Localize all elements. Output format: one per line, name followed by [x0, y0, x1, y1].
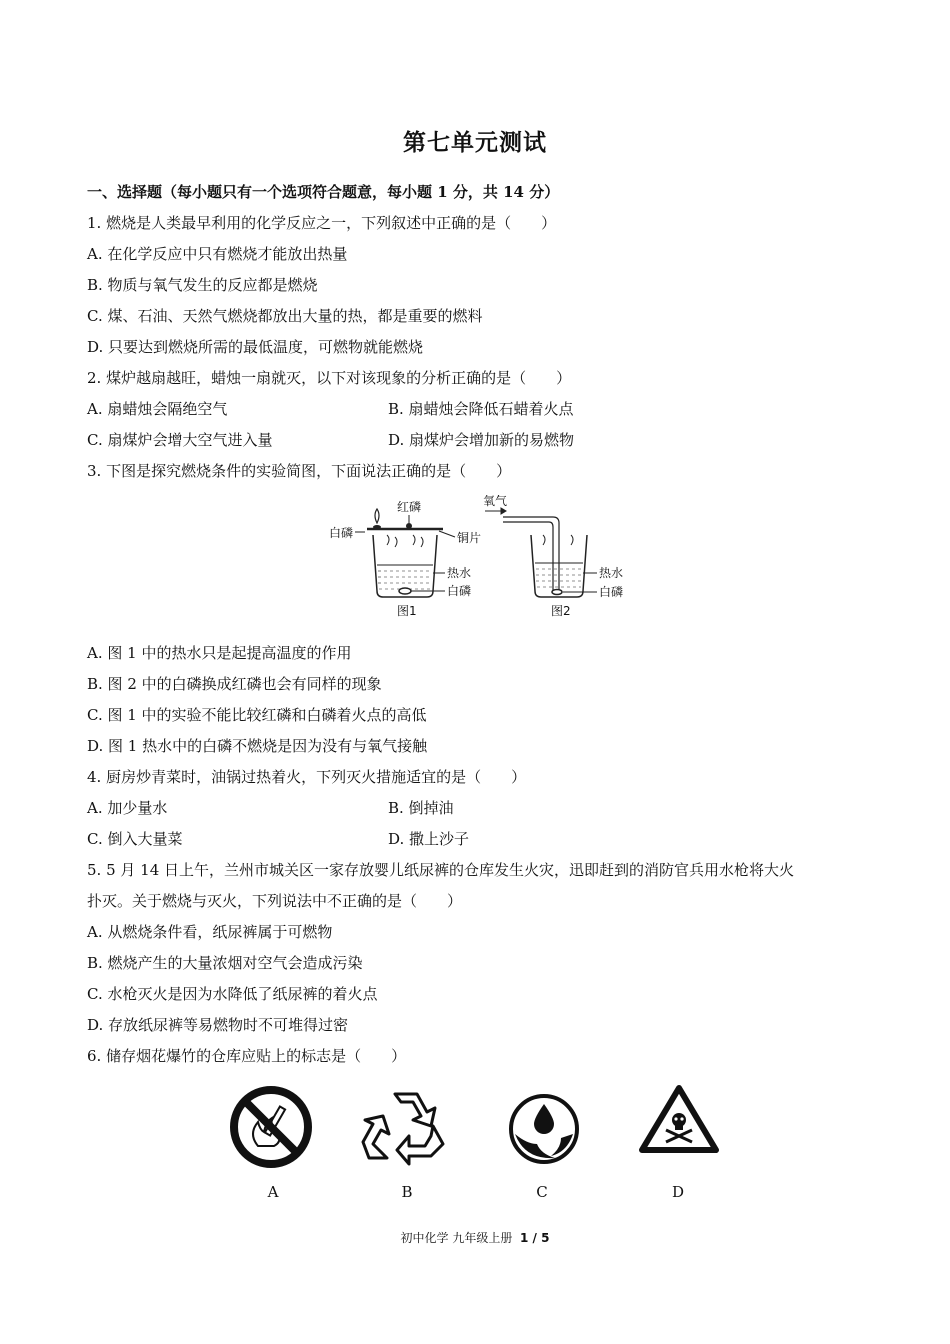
q2-option-c: C. 扇煤炉会增大空气进入量	[87, 431, 273, 449]
q3-option-d: D. 图 1 热水中的白磷不燃烧是因为没有与氧气接触	[87, 737, 428, 755]
page-number: 1 / 5	[520, 1231, 550, 1245]
q2-option-d: D. 扇煤炉会增加新的易燃物	[388, 431, 575, 449]
footer-text: 初中化学 九年级上册	[400, 1231, 513, 1245]
page-title: 第七单元测试	[403, 129, 547, 156]
label-white-phosphorus-bottom: 白磷	[447, 584, 472, 598]
q3-stem: 3. 下图是探究燃烧条件的实验简图，下面说法正确的是（ ）	[87, 462, 512, 480]
label-hot-water-2: 热水	[599, 566, 624, 580]
sign-label-b: B	[401, 1183, 413, 1201]
q1-option-d: D. 只要达到燃烧所需的最低温度，可燃物就能燃烧	[87, 338, 424, 356]
q6-stem: 6. 储存烟花爆竹的仓库应贴上的标志是（ ）	[87, 1047, 407, 1065]
q5-option-c: C. 水枪灭火是因为水降低了纸尿裤的着火点	[87, 985, 378, 1003]
q2-stem: 2. 煤炉越扇越旺，蜡烛一扇就灭，以下对该现象的分析正确的是（ ）	[87, 369, 572, 387]
figure1-beaker	[367, 529, 443, 597]
label-hot-water-1: 热水	[447, 566, 472, 580]
q5-stem-line2: 扑灭。关于燃烧与灭火，下列说法中不正确的是（ ）	[87, 892, 463, 910]
sign-label-c: C	[536, 1183, 548, 1201]
sign-label-a: A	[267, 1183, 279, 1201]
q2-option-b: B. 扇蜡烛会降低石蜡着火点	[388, 400, 574, 418]
label-white-phosphorus-top: 白磷	[329, 526, 354, 540]
q4-option-c: C. 倒入大量菜	[87, 830, 183, 848]
figure2-beaker	[503, 517, 587, 597]
section-heading: 一、选择题（每小题只有一个选项符合题意，每小题 1 分，共 14 分）	[87, 183, 560, 201]
q1-stem: 1. 燃烧是人类最早利用的化学反应之一，下列叙述中正确的是（ ）	[87, 214, 557, 232]
q4-option-b: B. 倒掉油	[388, 799, 454, 817]
q3-option-c: C. 图 1 中的实验不能比较红磷和白磷着火点的高低	[87, 706, 427, 724]
q5-stem-line1: 5. 5 月 14 日上午，兰州市城关区一家存放婴儿纸尿裤的仓库发生火灾，迅即赶到的消防官兵用水枪将大火	[87, 861, 795, 879]
label-white-phosphorus-2: 白磷	[599, 585, 624, 599]
q1-option-b: B. 物质与氧气发生的反应都是燃烧	[87, 276, 318, 294]
q5-option-a: A. 从燃烧条件看，纸尿裤属于可燃物	[87, 923, 333, 941]
q5-option-b: B. 燃烧产生的大量浓烟对空气会造成污染	[87, 954, 363, 972]
q2-option-a: A. 扇蜡烛会隔绝空气	[87, 400, 228, 418]
q3-option-a: A. 图 1 中的热水只是起提高温度的作用	[87, 644, 352, 662]
page-footer	[0, 1229, 950, 1246]
sign-label-d: D	[671, 1183, 685, 1201]
corrosive-sign-icon	[505, 1090, 583, 1168]
label-oxygen: 氧气	[483, 495, 508, 508]
figure2-caption: 图2	[551, 604, 571, 618]
no-fire-sign-icon	[228, 1084, 314, 1170]
label-copper-plate: 铜片	[457, 531, 482, 545]
q5-option-d: D. 存放纸尿裤等易燃物时不可堆得过密	[87, 1016, 349, 1034]
figure1-phosphorus-samples	[355, 509, 455, 591]
q1-option-a: A. 在化学反应中只有燃烧才能放出热量	[87, 245, 348, 263]
figure2-arrows	[485, 508, 597, 592]
toxic-sign-icon	[638, 1084, 720, 1154]
experiment-figure	[325, 495, 635, 620]
q4-stem: 4. 厨房炒青菜时，油锅过热着火，下列灭火措施适宜的是（ ）	[87, 768, 527, 786]
q3-option-b: B. 图 2 中的白磷换成红磷也会有同样的现象	[87, 675, 382, 693]
q4-option-d: D. 撒上沙子	[388, 830, 470, 848]
figure1-caption: 图1	[397, 604, 417, 618]
recycle-sign-icon	[361, 1086, 451, 1168]
q4-option-a: A. 加少量水	[87, 799, 168, 817]
q1-option-c: C. 煤、石油、天然气燃烧都放出大量的热，都是重要的燃料	[87, 307, 483, 325]
label-red-phosphorus: 红磷	[397, 500, 422, 514]
